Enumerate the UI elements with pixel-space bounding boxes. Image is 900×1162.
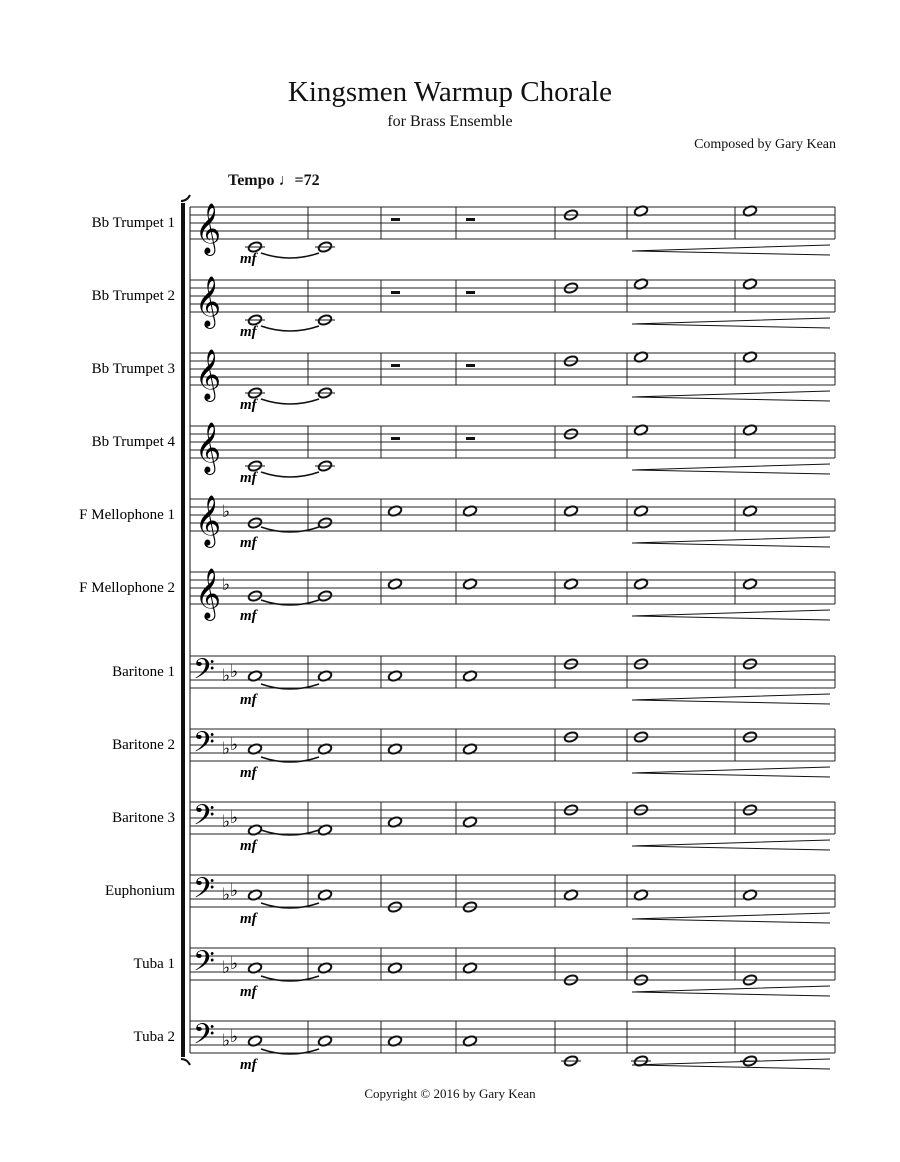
instrument-label: Baritone 2 — [112, 737, 175, 753]
dynamic-mf: mf — [240, 838, 257, 854]
half-rest-icon — [466, 218, 475, 221]
dynamic-mf: mf — [240, 1057, 257, 1073]
dynamic-mf: mf — [240, 911, 257, 927]
staff-1 — [92, 203, 835, 267]
instrument-label: Euphonium — [105, 883, 175, 899]
decrescendo-hairpin — [632, 537, 830, 547]
flat-icon: ♭ — [230, 808, 239, 828]
score-subtitle: for Brass Ensemble — [387, 113, 513, 130]
treble-clef-icon: 𝄞 — [195, 349, 222, 400]
staff-8 — [112, 726, 835, 781]
staff-5 — [79, 495, 835, 551]
composer-credit: Composed by Gary Kean — [694, 137, 836, 152]
dynamic-mf: mf — [240, 608, 257, 624]
decrescendo-hairpin — [632, 610, 830, 620]
bass-clef-icon: 𝄢 — [193, 653, 215, 693]
decrescendo-hairpin — [632, 840, 830, 850]
dynamic-mf: mf — [240, 397, 257, 413]
bass-clef-icon: 𝄢 — [193, 945, 215, 985]
flat-icon: ♭ — [222, 812, 231, 832]
tie — [261, 472, 319, 477]
dynamic-mf: mf — [240, 692, 257, 708]
instrument-label: Bb Trumpet 2 — [91, 288, 175, 304]
staff-7 — [112, 653, 835, 708]
half-rest-icon — [391, 218, 400, 221]
staff-2 — [92, 276, 835, 340]
instrument-label: Tuba 2 — [133, 1029, 175, 1045]
treble-clef-icon: 𝄞 — [195, 203, 222, 254]
staff-6 — [79, 568, 835, 624]
bracket-top-hook — [181, 195, 190, 201]
instrument-label: Bb Trumpet 3 — [91, 361, 175, 377]
bass-clef-icon: 𝄢 — [193, 872, 215, 912]
decrescendo-hairpin — [632, 986, 830, 996]
score-title: Kingsmen Warmup Chorale — [287, 76, 613, 108]
dynamic-mf: mf — [240, 984, 257, 1000]
half-rest-icon — [391, 437, 400, 440]
instrument-label: Baritone 1 — [112, 664, 175, 680]
flat-icon: ♭ — [230, 881, 239, 901]
dynamic-mf: mf — [240, 765, 257, 781]
decrescendo-hairpin — [632, 694, 830, 704]
copyright-notice: Copyright © 2016 by Gary Kean — [364, 1086, 536, 1101]
decrescendo-hairpin — [632, 464, 830, 474]
treble-clef-icon: 𝄞 — [195, 422, 222, 473]
bass-clef-icon: 𝄢 — [193, 726, 215, 766]
half-rest-icon — [466, 291, 475, 294]
flat-icon: ♭ — [230, 735, 239, 755]
staff-12 — [133, 1018, 835, 1073]
dynamic-mf: mf — [240, 470, 257, 486]
decrescendo-hairpin — [632, 913, 830, 923]
dynamic-mf: mf — [240, 251, 257, 267]
dynamic-mf: mf — [240, 324, 257, 340]
flat-icon: ♭ — [222, 1031, 231, 1051]
staff-10 — [105, 872, 835, 927]
quarter-note-icon: ♩ — [278, 172, 295, 189]
tie — [261, 326, 319, 331]
flat-icon: ♭ — [222, 502, 231, 522]
instrument-label: Baritone 3 — [112, 810, 175, 826]
treble-clef-icon: 𝄞 — [195, 276, 222, 327]
flat-icon: ♭ — [222, 575, 231, 595]
instrument-label: F Mellophone 1 — [79, 507, 175, 523]
half-rest-icon — [391, 364, 400, 367]
treble-clef-icon: 𝄞 — [195, 568, 222, 619]
decrescendo-hairpin — [632, 318, 830, 328]
decrescendo-hairpin — [632, 391, 830, 401]
flat-icon: ♭ — [222, 739, 231, 759]
instrument-label: F Mellophone 2 — [79, 580, 175, 596]
bass-clef-icon: 𝄢 — [193, 1018, 215, 1058]
decrescendo-hairpin — [632, 1059, 830, 1069]
decrescendo-hairpin — [632, 245, 830, 255]
instrument-label: Bb Trumpet 4 — [91, 434, 175, 450]
instrument-label: Bb Trumpet 1 — [91, 215, 175, 231]
half-rest-icon — [466, 437, 475, 440]
dynamic-mf: mf — [240, 535, 257, 551]
tie — [261, 399, 319, 404]
staff-3 — [92, 349, 835, 413]
instrument-label: Tuba 1 — [133, 956, 175, 972]
flat-icon: ♭ — [222, 885, 231, 905]
staff-9 — [112, 799, 835, 854]
flat-icon: ♭ — [230, 954, 239, 974]
half-rest-icon — [466, 364, 475, 367]
tempo-value: =72 — [294, 172, 320, 189]
bracket-bottom-hook — [181, 1059, 190, 1065]
flat-icon: ♭ — [222, 958, 231, 978]
tempo-label: Tempo — [228, 172, 275, 189]
staff-4 — [92, 422, 835, 486]
tie — [261, 253, 319, 258]
half-rest-icon — [391, 291, 400, 294]
flat-icon: ♭ — [230, 1027, 239, 1047]
staff-11 — [133, 945, 835, 1000]
flat-icon: ♭ — [222, 666, 231, 686]
decrescendo-hairpin — [632, 767, 830, 777]
flat-icon: ♭ — [230, 662, 239, 682]
treble-clef-icon: 𝄞 — [195, 495, 222, 546]
bass-clef-icon: 𝄢 — [193, 799, 215, 839]
